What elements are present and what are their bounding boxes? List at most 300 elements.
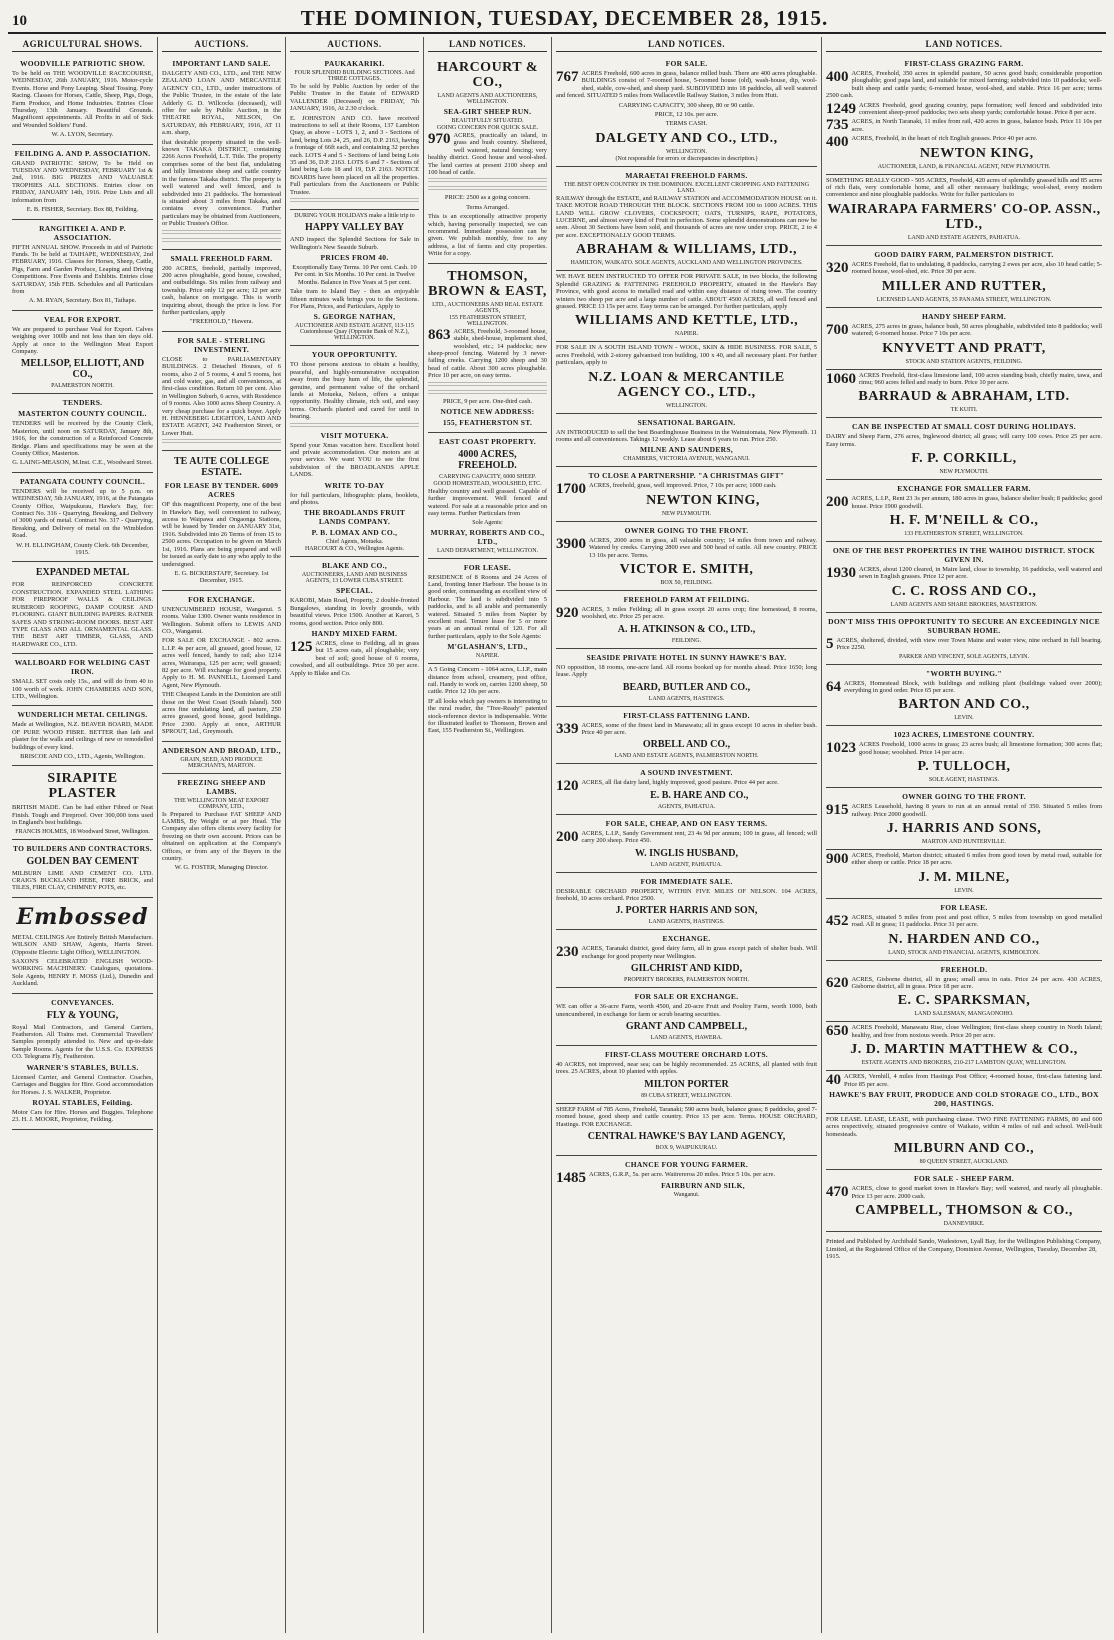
newspaper-title: THE DOMINION, TUESDAY, DECEMBER 28, 1915. [300, 6, 829, 30]
ad-heading: FOR LEASE. [940, 902, 988, 912]
ad-text-body: ACRES Freehold, flat to undulating, 8 paddocks, carrying 2 ewes per acre, also 10 head cattle; 5-roomed house, wool-shed, etc. Price 30 per acre. [851, 260, 1102, 276]
ad-barton [826, 665, 1102, 727]
acreage-number: 230 [556, 944, 579, 961]
ad-text [556, 70, 817, 100]
ad-firm-sub: LAND AGENTS AND SHARE BROKERS, MASTERTON. [890, 601, 1038, 608]
ad-text-body: ACRES, Freehold, 350 acres in splendid pasture, 50 acres good bush; considerable proportion ploughable; good papa land, and suitable for mixed farming; subdivided into 10 paddocks; well-built sheep and cattle yards; 6-roomed house, wool-shed, and stable. Price 16 per acre; terms 2500 cash. [826, 70, 1102, 100]
ad-heading: FREEHOLD. [940, 964, 988, 974]
ad-patangata [12, 473, 153, 563]
ad-text-body: ACRES, 3 miles Feilding; all in grass except 20 acres crop; fine homestead, 8 rooms, woolshed, etc. Price 25 per acre. [581, 605, 817, 621]
ad-capacity: CARRYING CAPACITY, 300 sheep, 80 or 90 cattle. [618, 101, 755, 109]
column-heading: LAND NOTICES. [826, 37, 1102, 52]
ad-sensational [556, 414, 817, 468]
ad-blake [290, 557, 419, 682]
ad-heading: DON'T MISS THIS OPPORTUNITY TO SECURE AN EXCEEDINGLY NICE SUBURBAN HOME. [828, 616, 1100, 635]
ad-text [826, 102, 1102, 117]
ad-text: GRAND PATRIOTIC SHOW, To be Held on TUESDAY AND WEDNESDAY, FEBRUARY 1st & 2nd, 1916. BIG PRIZES AND VALUABLE TROPHIES ALL SECTIONS. Entries close on FRIDAY, JANUARY 14th, 1916. Prize Lists and all information from [12, 159, 153, 204]
acreage-number: 400 [826, 69, 849, 85]
acreage-number: 1023 [826, 740, 856, 757]
ad-heading: FOR IMMEDIATE SALE. [640, 876, 733, 886]
ad-text-body: ACRES Freehold, good grazing country, papa formation; well fenced and subdivided into convenient sheep-proof paddocks; two sets sheep yards; comfortable house. Price 8 per acre. [859, 101, 1102, 117]
ad-text: Licensed Carrier, and General Contractor. Coaches, Carriages and Buggies for Hire. Good accommodation for Horses. J. S. WALKER, Proprietor. [12, 1073, 153, 1096]
ad-heading: A SOUND INVESTMENT. [640, 768, 733, 778]
ad-text [826, 1073, 1102, 1088]
ad-firm-sub: 133 FEATHERSTON STREET, WELLINGTON. [904, 530, 1024, 537]
ad-barraud [826, 370, 1102, 419]
ad-firm-sub: CHAMBERS, VICTORIA AVENUE, WANGANUI. [623, 456, 750, 463]
ad-heading: IMPORTANT LAND SALE. [172, 59, 271, 68]
ad-text: AN INTRODUCED to sell the best Boardinghouse Business in the Wainuiomata, New Plymouth. 11 rooms and all conveniences. Takings 12 weekly. Lease about 6 years to run. Price 250. [556, 428, 817, 443]
ad-expanded-metal [12, 562, 153, 654]
ad-firm-sub: AUCTIONEER, LAND, & FINANCIAL AGENT, NEW PLYMOUTH. [877, 163, 1051, 170]
acreage-number: 452 [826, 912, 849, 929]
imprint-footer: Printed and Published by Archibald Sando, Wadestown, Lyall Bay, for the Wellington Publishing Company, Limited, at the Registered Office of the Company, Dominion Avenue, Wellington, Tuesday, December 28, 1915. [826, 1238, 1102, 1261]
text-lines [290, 198, 419, 204]
ad-firm: BARTON AND CO., [898, 697, 1030, 713]
ad-firm: N. HARDEN AND CO., [888, 931, 1040, 947]
ad-text: A 5 Going Concern - 1064 acres, L.I.P., main distance from school, creamery, post office, rail. Handy to work on, carries 1200 sheep, 50 cattle. Price 12 10s per acre. [428, 666, 547, 696]
ad-text-body: ACRES, close to Feilding, all in grass but 15 acres oats, all ploughable; very best of soil; good house of 6 rooms, cowshed, and all outbuildings. Price 30 per acre. Apply to Blake and Co. [290, 640, 419, 677]
ad-firm-sub: LAND, STOCK AND FINANCIAL AGENTS, KIMBOLTON. [888, 949, 1040, 956]
ad-text [826, 852, 1102, 867]
ad-firm-sub: 80 QUEEN STREET, AUCKLAND. [919, 1159, 1009, 1166]
ad-text: that desirable property situated in the well-known TAKAKA DISTRICT, containing 2266 Acres Freehold, L.T. Title. The property comprises some of the best flat, undulating and hilly limestone sheep and cattle country in the famous Takaka district. The property is well watered and well fenced, and is subdivided into 21 paddocks. The homestead is situated about 3 miles from Takaka, and contains every convenience. Further particulars may be obtained from Auctioneers, or Public Trustee's Office. [162, 138, 281, 228]
ad-martin [826, 1022, 1102, 1071]
ad-text [826, 134, 1102, 151]
ad-firm: P. B. LOMAX AND CO., [311, 528, 398, 538]
text-lines [428, 382, 547, 388]
ad-text [826, 680, 1102, 695]
ad-heading: TO CLOSE A PARTNERSHIP. "A CHRISTMAS GIFT" [588, 471, 785, 481]
ad-firm: P. TULLOCH, [917, 759, 1011, 775]
ad-headline: 4000 ACRES, FREEHOLD. [458, 448, 517, 471]
ad-signature: E. G. BICKERSTAFF, Secretary. 1st December, 1915. [174, 569, 269, 585]
ad-text [826, 261, 1102, 276]
ad-firm: W. INGLIS HUSBAND, [635, 847, 738, 859]
ad-beard [556, 649, 817, 707]
column-heading: LAND NOTICES. [556, 37, 817, 52]
ad-firm-sub: AGENTS, PAHIATUA. [657, 803, 716, 810]
section-heading: TENDERS. [62, 398, 103, 408]
ad-text: MILBURN LIME AND CEMENT CO. LTD. CRAIG'S BUCKLAND HEBE, FIRE BRICK, and TILES, FIRE CLAY, CHIMNEY POTS, etc. [12, 869, 153, 892]
ad-signature: E. B. FISHER, Secretary. Box 88, Feilding. [26, 206, 139, 214]
ad-firm-sub: NAPIER. [674, 331, 699, 338]
acreage-number: 3900 [556, 535, 586, 552]
columns [8, 37, 1106, 1633]
ad-text: OF this magnificent Property, one of the best in Hawke's Bay, well convenient to railway, access to Waipawa and Ongaonga Stations, will be leased by Tender on JANUARY 31st, 1916. Subdivided into 26 Terms of from 15 to 2500 acres. Occupation to be given on March 1st, 1916. Plans are being prepared and will be issued as early date to any who apply to the undersigned. [162, 501, 281, 568]
ad-text-body: ACRES, L.I.P., Sandy Government rent, 23 4s 9d per annum; 100 in grass, all fenced; will carry 200 sheep. Price 450. [581, 829, 817, 845]
text-lines [428, 186, 547, 192]
ad-firm-sub: NEW PLYMOUTH. [939, 469, 989, 476]
ad-subheading: Sole Agents: [472, 519, 503, 526]
ad-firm: CAMPBELL, THOMSON & CO., [855, 1203, 1073, 1219]
ad-text [826, 741, 1102, 756]
ad-text: WE can offer a 36-acre Farm, worth 4500, and 20-acre Fruit and Poultry Farm, worth 1000, both unencumbered, in exchange for farm or scrub bearing securities. [556, 1003, 817, 1018]
ad-firm-sub: PALMERSTON NORTH. [51, 383, 114, 390]
ad-heading: EXPANDED METAL [35, 567, 130, 579]
section-heading: CONVEYANCES. [51, 997, 114, 1007]
ad-atkinson [556, 591, 817, 649]
ad-harcourt [428, 55, 547, 264]
ad-newton-king-grazing [826, 55, 1102, 175]
ad-heading: PAUKAKARIKI. [324, 59, 385, 68]
ad-notice: 155, FEATHERSTON ST. [442, 417, 533, 427]
ad-subheading: CARRYING CAPACITY, 6000 SHEEP. [439, 473, 536, 480]
ad-firm: WARNER'S STABLES, BULLS. [26, 1062, 139, 1072]
ad-woodville [12, 55, 153, 145]
ad-firm: MILNE AND SAUNDERS, [639, 445, 733, 455]
ad-text-body: ACRES, practically an island, in grass and bush country. Sheltered, well watered, natural fencing; very healthy district. Good house and wool-shed. The land carries at present 2100 sheep and 100 head of cattle. [428, 132, 547, 177]
ad-text: for full particulars, lithographic plans, booklets, and photos. [290, 491, 419, 507]
ad-paukakariki [290, 55, 419, 210]
ad-firm-sub: AUCTIONEER AND ESTATE AGENT, 113-115 Customhouse Quay (Opposite Bank of N.Z.), WELLINGTON. [295, 323, 414, 342]
ad-text: IF all looks which pay owners is interesting to the rural reader, the "Tree-Ready" patented stock-reference device is indispensable. Write for illustrated leaflet to Thomson, Brown and East, 155 Featherston St., Wellington. [428, 697, 547, 735]
ad-signature: W. A. LYON, Secretary. [51, 131, 114, 139]
ad-subheading: THE BEST OPEN COUNTRY IN THE DOMINION. EXCELLENT CROPPING AND FATTENING LAND. [563, 181, 810, 194]
acreage-number: 120 [556, 778, 579, 795]
ad-heading: ONE OF THE BEST PROPERTIES IN THE WAIHOU DISTRICT. STOCK GIVEN IN. [832, 545, 1096, 564]
embossed-logo: Embossed [16, 903, 149, 930]
ad-heading: YOUR OPPORTUNITY. [311, 350, 398, 360]
ad-newton-king [556, 467, 817, 521]
ad-firm: J. HARRIS AND SONS, [886, 821, 1042, 836]
ad-signature: BRISCOE AND CO., LTD., Agents, Wellington. [20, 752, 145, 760]
ad-heading: MARAETAI FREEHOLD FARMS. [625, 170, 748, 180]
ad-text: SOMETHING REALLY GOOD - 505 ACRES, Freehold, 420 acres of splendidly grassed hills and 85 acres of rich flats, very comfortable home, and all other necessary buildings; wool-shed, every modern convenience and nine ploughable paddocks. Write for fuller particulars to [826, 176, 1102, 199]
acreage-number: 767 [556, 69, 579, 85]
ad-text: SAXON'S CELEBRATED ENGLISH WOOD-WORKING MACHINERY. Catalogues, quotations. Sole Agents, HENRY F. MOSS (Ltd.), Dunedin and Auckland. [12, 958, 153, 988]
ad-firm-sub: AUCTIONEERS, LAND AND BUSINESS AGENTS, 13 LOWER CUBA STREET. [301, 572, 408, 585]
ad-dalgety [556, 55, 817, 167]
ad-heading: RANGITIKEI A. AND P. ASSOCIATION. [39, 223, 126, 242]
ad-price: PRICES FROM 40. [320, 252, 389, 262]
column-land-1 [424, 37, 552, 1633]
ad-heading: PATANGATA COUNTY COUNCIL. [19, 476, 146, 486]
ad-porter-harris [556, 873, 817, 931]
ad-text: CLOSE to PARLIAMENTARY BUILDINGS. 2 Detached Houses, of 6 rooms, also 2 of 5 rooms, 4 and 5 rooms, hot and cold water, gas, and all conveniences, at first-class condition. Return 10 per cent. Also in Wellington Suburb, 6 acres, with Residence of 9 rooms. Also 1000 acres Sheep Country. A very cheap purchase for a quick buyer. Apply H. HENNEBERG LEIGHTON, LAND AND ESTATE AGENT, 242 Featherston Street, or Lower Hutt. [162, 355, 281, 437]
ad-williams-kettle [556, 271, 817, 342]
ad-heading: 1023 ACRES, LIMESTONE COUNTRY. [893, 730, 1035, 740]
acreage-number: 620 [826, 974, 849, 991]
ad-text-body: ACRES, in North Taranaki, 11 miles from rail, 420 acres in grass, balance bush. Price 11 10s per acre. [851, 118, 1102, 133]
column-heading: AUCTIONS. [290, 37, 419, 52]
ad-firm: BARRAUD & ABRAHAM, LTD. [858, 389, 1070, 405]
acreage-number: 470 [826, 1184, 849, 1201]
ad-firm-sub: BOX 50, FEILDING. [660, 579, 713, 586]
ad-text: TO those persons anxious to obtain a healthy, peaceful, and highly-remunerative occupation away from the busy hum of life, the splendid, genuine, and permanent value of the orchard lands at Motueka, Nelson, offers a unique opportunity. Healthy climate, rich soil, and easy terms. Orchards planted and cared for until in bearing. [290, 361, 419, 421]
ad-firm-sub: LAND AGENTS, HASTINGS. [648, 695, 725, 702]
text-lines [428, 390, 547, 396]
ad-freezing [162, 774, 281, 877]
ad-firm-sub: LAND AGENTS, HAWERA. [650, 1035, 723, 1042]
ad-text-body: ACRES, 275 acres in grass, balance bush, 50 acres ploughable, subdivided into 8 paddocks; well watered; 6-roomed house. Price 7 10s per acre. [851, 322, 1102, 338]
ad-firm: HARCOURT & CO., [436, 60, 539, 90]
ad-feilding [12, 145, 153, 220]
ad-text: METAL CEILINGS Are Entirely British Manufacture. WILSON AND SHAW, Agents, Harris Street. (Opposite Electric Light Office), WELLINGTON. [12, 933, 153, 956]
ad-heading: FOR SALE, CHEAP, AND ON EASY TERMS. [605, 818, 768, 828]
ad-text-body: ACRES, situated 5 miles from post and post office, 5 miles from township on good metalled road. All in grass; 11 paddocks. Price 31 per acre. [851, 913, 1102, 929]
acreage-number: 320 [826, 259, 849, 276]
ad-hare [556, 764, 817, 814]
ad-firm-sub: NEW PLYMOUTH. [661, 510, 712, 517]
ad-veal [12, 311, 153, 395]
ad-text: E. JOHNSTON AND CO. have received instructions to sell at their Rooms, 137 Lambton Quay, as above - LOTS 1, 2, and 3 - Sections of land, being Lots 24, 25, and 26, D.P. 2163, having a frontage of 66ft each, and containing 32 perches each. LOTS 4 and 5 - Sections of land being Lots 35 and 36, D.P. 2163. LOTS 6 and 7 - Sections of land being Lots 18 and 19, D.P. 2163. NOTICE BOARDS have been placed on all the properties. Full particulars from the Auctioneers or Public Trustee. [290, 114, 419, 196]
ad-firm-sub: PROPERTY BROKERS, PALMERSTON NORTH. [624, 977, 749, 984]
ad-text [556, 606, 817, 621]
ad-heading: FOR SALE. [665, 59, 708, 68]
ad-firm: GILCHRIST AND KIDD, [630, 963, 743, 975]
ad-text: Made at Wellington, N.Z. BEAVER BOARD, MADE OF PURE WOOD FIBRE. BETTER than lath and plaster for the walls and ceilings of new or remodelled buildings of every kind. [12, 721, 153, 751]
ad-firm-sub: STOCK AND STATION AGENTS, FEILDING. [905, 358, 1023, 365]
ad-firm: FAIRBURN AND SILK, [661, 1180, 745, 1190]
ad-firm: J. M. MILNE, [918, 869, 1010, 885]
ad-text [826, 1024, 1102, 1039]
ad-sirapite [12, 766, 153, 839]
ad-text [826, 976, 1102, 991]
ad-heading: FIRST-CLASS FATTENING LAND. [623, 710, 750, 720]
ad-firm: THOMSON, BROWN & EAST, [428, 268, 547, 299]
ad-firm: MURRAY, ROBERTS AND CO., LTD., [430, 527, 545, 546]
ad-price: PRICE, 12 10s. per acre. [654, 111, 719, 119]
ad-text: THE Cheapest Lands in the Dominion are still those on the West Coast (South Island). 500 acres fine undulating land, all pasture, 250 acres grassed, good house, good buildings. Price 2300. Apply at once, ARTHUR SPROUT, Ltd., Greymouth. [162, 691, 281, 736]
ad-harris-sons [826, 788, 1102, 850]
ad-text-body: ACRES, Gisborne district, all in grass; small area in oats. Price 24 per acre. 430 ACRES, Gisborne district, all in grass. Price 18 per acre. [851, 975, 1102, 991]
ad-heading: CHANCE FOR YOUNG FARMER. [624, 1160, 749, 1170]
ad-text [826, 914, 1102, 929]
ad-text-body: ACRES Leasehold, having 8 years to run at an annual rental of 350. Situated 5 miles from railway. Price 2000 goodwill. [851, 803, 1102, 818]
ad-text: We are prepared to purchase Veal for Export. Calves weighing over 100lb and not less than ten days old. Apply at once to the Wellington Meat Export Company. [12, 325, 153, 355]
ad-text: Royal Mail Contractors, and General Carriers, Featherston. All Trains met. Commercial Travellers' Samples promptly attended to. New and up-to-date Sample Rooms. Agents for the U.S.S. Co. EXPRESS CO. Telegrams Fly, Featherston. [12, 1023, 153, 1061]
ad-heading: FOR SALE - STERLING INVESTMENT. [177, 335, 266, 354]
ad-wallboard [12, 654, 153, 706]
ad-wairarapa [826, 175, 1102, 246]
ad-terms: TERMS CASH. [665, 120, 708, 128]
ad-heading: SEASIDE PRIVATE HOTEL IN SUNNY HAWKE'S BAY. [586, 652, 787, 662]
ad-text-body: ACRES Freehold, 1000 acres in grass; 23 acres bush; all limestone formation; 300 acres flat; good house; woolshed. Price 14 per acre. [859, 741, 1102, 756]
ad-text [290, 640, 419, 677]
ad-embossed [12, 898, 153, 994]
ad-text [826, 803, 1102, 818]
ad-firm: FLY & YOUNG, [46, 1009, 119, 1021]
ad-heading: VEAL FOR EXPORT. [43, 314, 122, 324]
ad-firm-sub: LEVIN. [954, 715, 974, 722]
ad-heading: MASTERTON COUNTY COUNCIL. [18, 409, 147, 419]
ad-text: FOR SALE OR EXCHANGE - 802 acres. L.I.P. 4s per acre, all grassed, good house, 12 acres well fenced, handy to rail; also 1214 acres, Wairarapa, 125 per acre; well grassed; 82 per acre. Will exchange for good property. Apply to H. M. PANNELL, Licensed Land Agent, New Plymouth. [162, 637, 281, 689]
ad-text: To be held on THE WOODVILLE RACECOURSE, WEDNESDAY, 26th JANUARY, 1916. Motor-cycle Events. Horse and Pony Leaping. Sheaf Tossing. Pony Racing. Classes for Horses, Cattle, Sheep, Pigs, Dogs, Farm Produce, and Home Industries. Entries Close Thursday, 13th January. Beautiful Grounds. Magnificent appointments. All Profits in aid of Sick and Wounded Soldiers' Fund. [12, 70, 153, 129]
ad-corkill [826, 418, 1102, 480]
ad-firm-sub: WELLINGTON. [665, 148, 708, 155]
ad-subheading: GOOD HOMESTEAD, WOOLSHED, ETC. [433, 480, 542, 487]
acreage-number: 64 [826, 678, 841, 695]
ad-firm-sub: LAND AND ESTATE AGENTS, PALMERSTON NORTH. [614, 753, 759, 760]
ad-small-freehold [162, 250, 281, 332]
ad-firm: ROYAL STABLES, Feilding. [32, 1097, 133, 1107]
ad-signature: "FREEHOLD," Hawera. [189, 318, 254, 326]
ad-text: Exceptionally Easy Terms. 10 Per cent. Cash. 10 Per cent. in Six Months. 10 Per cent. in Twelve Months. Balance in Five Years at 5 per cent. [292, 263, 417, 286]
ad-miller-rutter [826, 246, 1102, 308]
ad-firm-sub: LICENSED LAND AGENTS, 35 PANAMA STREET, WELLINGTON. [876, 296, 1052, 303]
ad-text-body: ACRES, Homestead Block, with buildings and milking plant (buildings valued over 2000); everything in good order. Price 65 per acre. [844, 679, 1102, 694]
ad-milne [826, 850, 1102, 899]
ad-brand: SIRAPITE PLASTER [47, 771, 118, 802]
ad-firm-sub: LAND AND ESTATE AGENTS, PAHIATUA. [907, 234, 1021, 241]
ad-notice: NOTICE NEW ADDRESS: [440, 406, 535, 416]
ad-gilchrist [556, 930, 817, 988]
ad-text-body: ACRES, Freehold, Marton district; situated 6 miles from good town by metal road, suitable for either sheep or cattle. Price 18 per acre. [851, 852, 1102, 867]
ad-firm-sub: MARTON AND HUNTERVILLE. [922, 839, 1006, 845]
ad-firm: H. F. M'NEILL & CO., [889, 512, 1039, 528]
ad-text [826, 637, 1102, 652]
ad-text: TENDERS will be received by the County Clerk, Masterton, until noon on SATURDAY, January 8th, 1916, for the construction of a Reinforced Concrete Bridge. Plans and specifications may be seen at the County Office, Masterton. [12, 420, 153, 457]
ad-text-body: ACRES, Taranaki district, good dairy farm, all in grass except patch of shelter bush. Will exchange for good property near Wellington. [581, 945, 817, 960]
ad-text [556, 830, 817, 845]
acreage-number: 200 [556, 828, 579, 845]
ad-heading: EXCHANGE. [662, 934, 711, 944]
ad-thomson [428, 264, 547, 433]
ad-heading: SENSATIONAL BARGAIN. [637, 417, 736, 427]
ad-inglis [556, 815, 817, 873]
ad-firm-sub: HARCOURT & CO., Wellington Agents. [304, 546, 405, 553]
ad-price: PRICE, 9 per acre. One-third cash. [442, 397, 533, 405]
ad-text: SMALL SET costs only 15s., and will do from 40 to 100 worth of work. JOHN CHAMBERS AND SON, LTD., Wellington. [12, 678, 153, 700]
ad-firm: E. C. SPARKSMAN, [897, 993, 1031, 1009]
ad-victor-smith [556, 522, 817, 591]
ad-text: Is Prepared to Purchase FAT SHEEP AND LAMBS, By Weight or at per Head. The Company also offers clients every facility for freezing on their own account. Prices can be obtained on application at the Company's Offices, or from any of the Buyers in the country. [162, 810, 281, 863]
ad-milton-porter [556, 1046, 817, 1104]
ad-ross [826, 542, 1102, 613]
ad-subheading: FOUR SPLENDID BUILDING SECTIONS. And THREE COTTAGES. [294, 70, 415, 82]
ad-sterling [162, 332, 281, 451]
ad-signature: A. M. RYAN, Secretary. Box 81, Taihape. [28, 297, 137, 305]
ad-text: FOR SALE IN A SOUTH ISLAND TOWN - WOOL, SKIN & HIDE BUSINESS. FOR SALE, 5 acres Freehold, with 2-storey galvanised iron building, 100 x 40, and all necessary plant. For further particulars, apply to [556, 344, 817, 367]
ad-text-body: ACRES, about 1200 cleared, in Maire land, close to township, 16 paddocks, well watered and sewn in English grasses. Price 12 per acre. [859, 565, 1102, 581]
ad-heading: OWNER GOING TO THE FRONT. [624, 525, 749, 535]
ad-firm: MILBURN AND CO., [893, 1141, 1035, 1157]
ad-firm-sub: DANNEVIRKE. [943, 1221, 985, 1228]
acreage-number: 1249 [826, 100, 856, 117]
ad-text: DALGETY AND CO., LTD., and THE NEW ZEALAND LOAN AND MERCANTILE AGENCY CO., LTD., under instructions of the Public Trustee, in the estate of the late Adderly G. D. Willcocks (deceased), will offer for sale by Public Auction, in the THEATRE ROYAL, NELSON, On SATURDAY, 8th FEBRUARY, 1916, AT 11 a.m. sharp, [162, 70, 281, 137]
ad-text: TENDERS will be received up to 5 p.m. on WEDNESDAY, 5th JANUARY, 1916, at the Patangata County Office, Waipukurau, Hawke's Bay, for: Contract No. 316 - Quarrying, Breaking, and Delivery of 3000 yards of metal. Contract No. 317 - Quarrying, Breaking, and Delivery of metal on the Wimbledon Road. [12, 487, 153, 540]
column-heading: AUCTIONS. [162, 37, 281, 52]
ad-firm-address: 155 FEATHERSTON STREET, WELLINGTON. [449, 314, 526, 327]
acreage-number: 339 [556, 720, 579, 737]
masthead [8, 6, 1106, 34]
ad-text: KAROBI, Main Road, Property, 2 double-fronted Bungalows, standing in lovely grounds, with beautiful views. Price 1500. Another at Karori, 5 rooms, good section. Price only 800. [290, 597, 419, 627]
ad-firm-sub: HAMILTON, WAIKATO. SOLE AGENTS, AUCKLAND AND WELLINGTON PROVINCES. [570, 260, 803, 267]
ad-text-body: ACRES Freehold, first-class limestone land, 100 acres standing bush, chiefly maire, tawa, and rimu; 960 acres felled and ready to burn. Price 10 per acre. [859, 371, 1102, 386]
ad-text [826, 566, 1102, 581]
ad-text: Motor Cars for Hire. Horses and Buggies. Telephone 23. H. J. MOORE, Proprietor, Feilding. [12, 1108, 153, 1124]
acreage-number: 735 [826, 117, 849, 134]
ad-heading: EXCHANGE FOR SMALLER FARM. [897, 484, 1031, 494]
ad-firm-sub: LAND AGENTS AND AUCTIONEERS, WELLINGTON. [437, 93, 538, 105]
ad-text [826, 495, 1102, 510]
ad-subheading: THE WELLINGTON MEAT EXPORT COMPANY, LTD., [174, 797, 269, 810]
ad-mneill [826, 480, 1102, 542]
text-lines [162, 230, 281, 236]
text-lines [428, 178, 547, 184]
ad-text-body: ACRES, some of the finest land in Manawatu; all in grass except 10 acres in shelter bush. Price 40 per acre. [581, 721, 817, 736]
ad-heading: SMALL FREEHOLD FARM. [170, 253, 273, 263]
ad-firm: PARKER AND VINCENT, SOLE AGENTS, LEVIN. [899, 653, 1029, 660]
ad-firm: BEARD, BUTLER AND CO., [622, 681, 751, 693]
ad-firm: C. C. ROSS AND CO., [891, 583, 1037, 599]
ad-firm: ANDERSON AND BROAD, LTD., [162, 745, 281, 755]
ad-parker-vincent [826, 613, 1102, 665]
ad-firm: BLAKE AND CO., [321, 561, 388, 571]
ad-firm-sub: NAPIER. [475, 653, 500, 660]
ad-subheading: VISIT MOTUEKA. [320, 430, 389, 440]
ad-heading: FOR LEASE. [463, 562, 512, 572]
ad-firm: A. H. ATKINSON & CO., LTD., [617, 623, 756, 635]
ad-wunderlich [12, 706, 153, 766]
ad-firm-sub: BOX 9, WAIPUKURAU. [655, 1145, 718, 1152]
ad-text [428, 132, 547, 176]
ad-text [556, 537, 817, 559]
acreage-number: 1700 [556, 481, 586, 498]
ad-text-body: ACRES, sheltered, divided, with view over Town Maine and water view, nine orchard in full bearing. Price 2250. [836, 636, 1102, 652]
acreage-number: 650 [826, 1023, 849, 1040]
ad-firm-sub: LEVIN. [954, 887, 974, 894]
ad-text: Spend your Xmas vacation here. Excellent hotel and private accommodation. Our motors are at your service. We want YOU to see the first subdivision of the BROADLANDS APPLE LANDS. [290, 441, 419, 479]
ad-text: UNENCUMBERED HOUSE, Wanganui. 5 rooms. Value 1300. Owner wants residence in Wellington. Submit offers to LEWIS AND CO., Wanganui. [162, 605, 281, 635]
acreage-number: 700 [826, 321, 849, 338]
ad-firm-sub: LTD., AUCTIONEERS AND REAL ESTATE AGENTS, [432, 301, 543, 314]
ad-firm: WILLIAMS AND KETTLE, LTD., [574, 313, 799, 329]
ad-firm-sub: LAND AGENT, PAHIATUA. [650, 861, 723, 868]
ad-for-lease [428, 559, 547, 665]
ad-firm: HAWKE'S BAY FRUIT, PRODUCE AND COLD STORAGE CO., LTD., BOX 200, HASTINGS. [829, 1090, 1099, 1109]
ad-heading: FEILDING A. AND P. ASSOCIATION. [14, 148, 151, 158]
ad-fairburn [556, 1156, 817, 1201]
ad-text: 40 ACRES, not improved, near sea; can be highly recommended. 25 ACRES, all planted with fruit trees. 25 ACRES, about 10 planted with apples. [556, 1061, 817, 1076]
ad-heading: FOR EXCHANGE. [188, 594, 255, 604]
acreage-number: 900 [826, 851, 849, 867]
ad-text: SHEEP FARM of 785 Acres, Freehold, Taranaki; 590 acres bush, balance grass; 8 paddocks, good 7-roomed house, good sheep and cattle country. Price 13 per acre. Terms. HOUSE ORCHARD, Hastings. FOR EXCHANGE. [556, 1105, 817, 1128]
ad-firm: F. P. CORKILL, [911, 451, 1017, 467]
acreage-number: 970 [428, 131, 451, 147]
ad-text: FOR LEASE. LEASE, LEASE, with purchasing clause. TWO FINE FATTENING FARMS, 80 and 600 acres respectively, situated progressive centre of Waikato, within 4 miles of rail and school. Well-built homesteads. [826, 1116, 1102, 1138]
ad-firm: MILLER AND RUTTER, [881, 278, 1047, 294]
ad-subheading: WRITE TO-DAY [324, 480, 385, 490]
acreage-number: 1060 [826, 370, 856, 387]
ad-milburn [826, 1114, 1102, 1170]
ad-heading: FOR SALE - SHEEP FARM. [913, 1174, 1014, 1184]
text-lines [162, 439, 281, 445]
ad-text: Take tram to Island Bay - then an enjoyable fifteen minutes walk brings you to the Sections. For Plans, Prices, and Particulars, Apply to [290, 288, 419, 310]
ad-firm: DALGETY AND CO., LTD., [595, 130, 778, 146]
ad-terms: Terms Arranged. [466, 203, 509, 211]
text-lines [290, 423, 419, 429]
ad-tulloch [826, 726, 1102, 788]
ad-text-body: ACRES, all flat dairy land, highly improved, good pasture. Price 44 per acre. [581, 779, 779, 787]
ad-text: Healthy country and well grassed. Capable of further improvement. Well fenced and watered. For sale at a reasonable price and on easy terms. Further Particulars from [428, 487, 547, 518]
ad-text: NO opposition, 18 rooms, one-acre land. All rooms booked up for months ahead. Price 1650; long lease. Apply [556, 663, 817, 679]
ad-east-coast [428, 433, 547, 559]
acreage-number: 920 [556, 604, 579, 621]
acreage-number: 200 [826, 494, 849, 511]
ad-note: (Not responsible for errors or discrepancies in description.) [615, 155, 758, 162]
ad-heading: HANDY SHEEP FARM. [921, 311, 1007, 321]
ad-signature: W. G. FOSTER, Managing Director. [174, 864, 269, 872]
ad-firm: VICTOR E. SMITH, [619, 561, 754, 577]
ad-heading: SEA-GIRT SHEEP RUN. [443, 107, 532, 116]
acreage-number: 863 [428, 326, 451, 343]
ad-firm: MELLSOP, ELLIOTT, AND CO., [20, 358, 145, 381]
ad-knyvett-pratt [826, 308, 1102, 370]
ad-firm-sub: ESTATE AGENTS AND BROKERS, 210-217 LAMBTON QUAY, WELLINGTON. [861, 1060, 1067, 1067]
column-agricultural [8, 37, 158, 1633]
